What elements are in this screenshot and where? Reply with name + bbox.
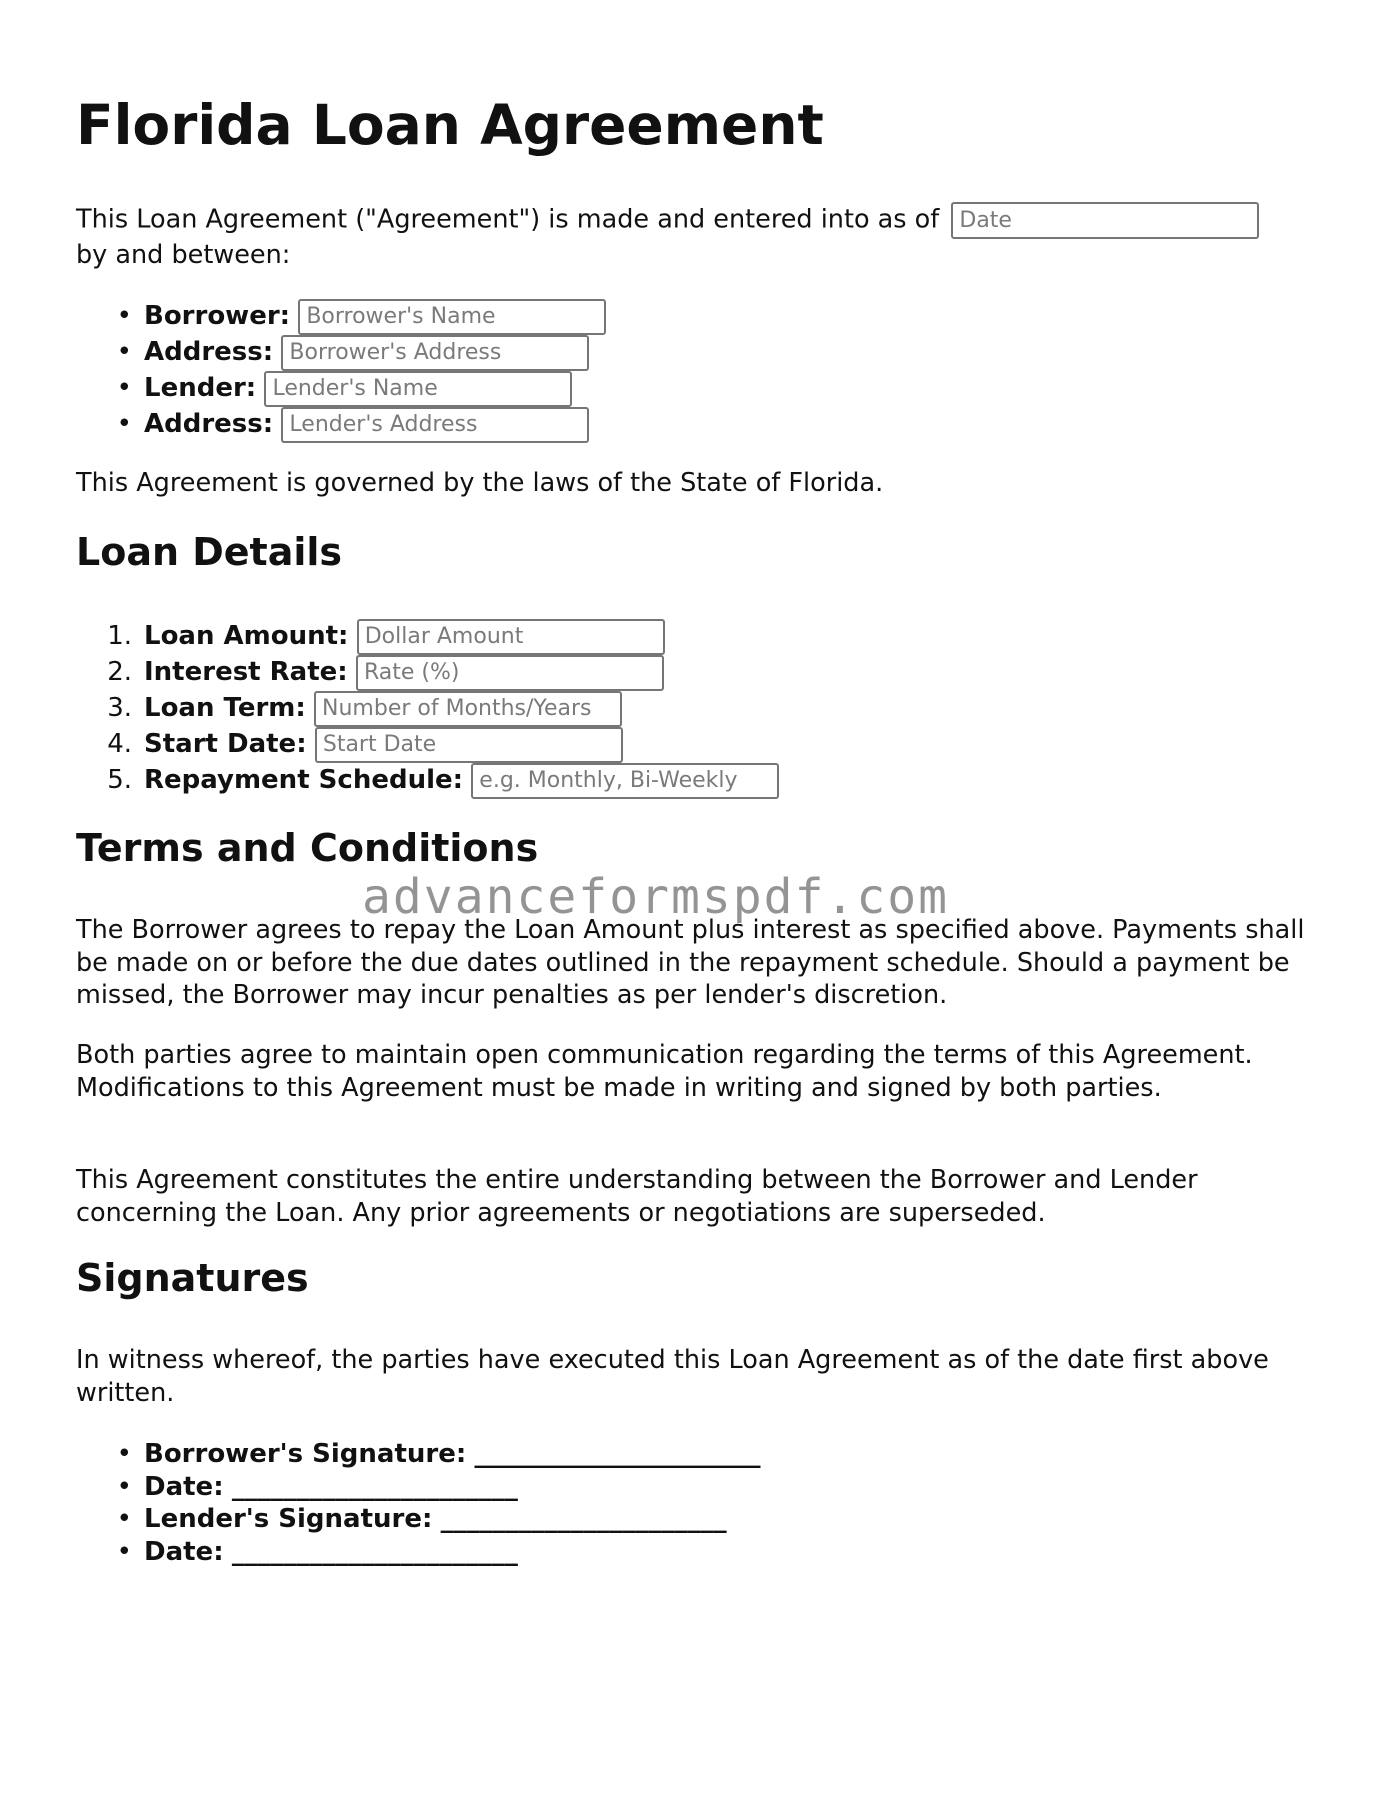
- bullet: •: [116, 409, 132, 439]
- intro-text-2: by and between:: [76, 240, 291, 270]
- borrower-address-input[interactable]: [281, 335, 589, 371]
- intro-text: This Loan Agreement ("Agreement") is made and entered into as of: [76, 204, 940, 235]
- terms-heading: Terms and Conditions: [76, 826, 539, 870]
- loan-details-heading: Loan Details: [76, 530, 343, 574]
- parties-list: [76, 298, 606, 442]
- start-date-item: 4. Start Date: Start Date: [76, 726, 779, 762]
- terms-paragraph-3: This Agreement constitutes the entire understanding between the Borrower and Lender concerning the Loan. Any prior agreements or negotiations are superseded.: [76, 1165, 1198, 1228]
- terms-paragraph-1: The Borrower agrees to repay the Loan Amount plus interest as specified above. Payments shall be made on or before the due dates outlined in the repayment schedule. Should a payment be missed, the Borrower may incur penalties as per lender's discretion.: [76, 915, 1305, 1010]
- interest-rate-item: 2. Interest Rate: Rate (%): [76, 654, 779, 690]
- borrower-date-blank[interactable]: ______________________: [231, 1471, 518, 1502]
- loan-term-item: 3. Loan Term: Number of Months/Years: [76, 690, 779, 726]
- lender-signature-blank[interactable]: ______________________: [440, 1504, 727, 1534]
- party-lender-address: • Address: Lender's Address: [76, 406, 606, 442]
- bullet: •: [116, 337, 132, 367]
- lender-date-line: • Date: ______________________: [76, 1536, 761, 1569]
- loan-amount-item: 1. Loan Amount: Dollar Amount: [76, 618, 779, 654]
- interest-rate-input[interactable]: [356, 655, 664, 691]
- bullet: •: [116, 1471, 132, 1502]
- terms-paragraph-2: Both parties agree to maintain open communication regarding the terms of this Agreement. Modifications to this Agreement must be made in writing and signed by both parties.: [76, 1040, 1253, 1103]
- governing-law-text: This Agreement is governed by the laws of the State of Florida.: [76, 468, 884, 498]
- bullet: •: [116, 1439, 132, 1469]
- borrower-name-input[interactable]: [298, 299, 606, 335]
- agreement-date-input[interactable]: [951, 202, 1259, 239]
- party-borrower-name: • Borrower: Borrower's Name: [76, 298, 606, 334]
- intro-paragraph: [76, 202, 1336, 272]
- repayment-schedule-item: 5. Repayment Schedule: e.g. Monthly, Bi-Weekly: [76, 762, 779, 798]
- borrower-signature-line: • Borrower's Signature: ______________________: [76, 1438, 761, 1471]
- party-borrower-address: • Address: Borrower's Address: [76, 334, 606, 370]
- lender-signature-line: • Lender's Signature: ______________________: [76, 1503, 761, 1536]
- document-title: Florida Loan Agreement: [76, 93, 824, 157]
- borrower-signature-blank[interactable]: ______________________: [474, 1439, 761, 1469]
- lender-name-input[interactable]: [264, 371, 572, 407]
- start-date-input[interactable]: [315, 727, 623, 763]
- loan-amount-input[interactable]: [357, 619, 665, 655]
- bullet: •: [116, 301, 132, 331]
- signatures-intro: In witness whereof, the parties have executed this Loan Agreement as of the date first above written.: [76, 1345, 1269, 1408]
- loan-term-input[interactable]: [314, 691, 622, 727]
- bullet: •: [116, 1536, 132, 1567]
- signature-lines-list: [76, 1438, 761, 1568]
- borrower-date-line: • Date: ______________________: [76, 1471, 761, 1504]
- watermark: advanceformspdf.com: [362, 869, 950, 925]
- signatures-heading: Signatures: [76, 1256, 309, 1300]
- lender-address-input[interactable]: [281, 407, 589, 443]
- loan-details-list: [76, 618, 779, 798]
- lender-date-blank[interactable]: ______________________: [231, 1536, 518, 1567]
- bullet: •: [116, 1504, 132, 1534]
- party-lender-name: • Lender: Lender's Name: [76, 370, 606, 406]
- bullet: •: [116, 373, 132, 403]
- repayment-schedule-input[interactable]: [471, 763, 779, 799]
